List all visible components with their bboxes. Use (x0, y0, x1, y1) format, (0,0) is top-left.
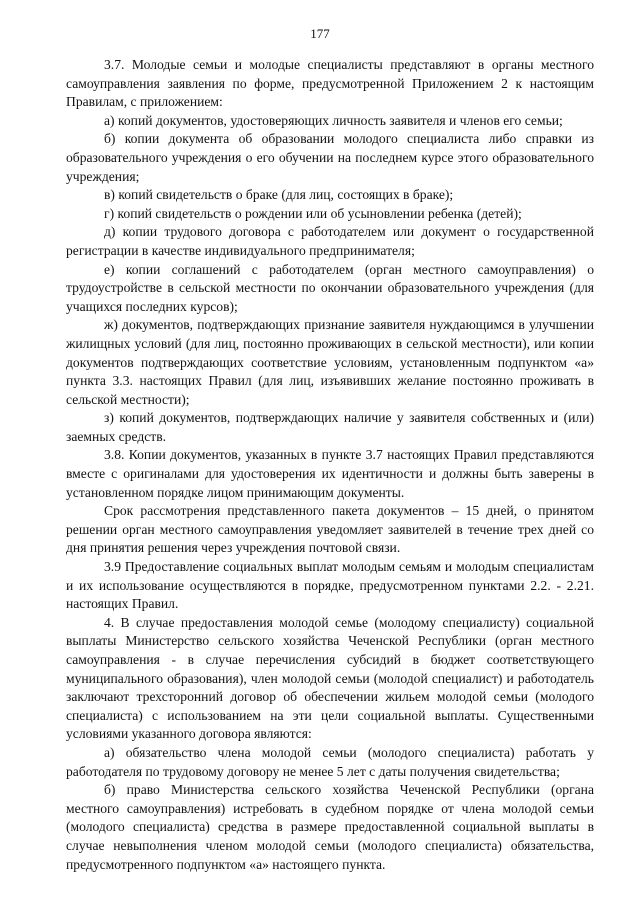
paragraph-3-7-e: е) копии соглашений с работодателем (орган местного самоуправления) о трудоустройстве в сельской местности по окончании образовательного учреждения (для учащихся последних курсов); (66, 261, 594, 314)
paragraph-3-7-b: б) копии документа об образовании молодого специалиста либо справки из образовательного учреждения о его обучении на последнем курсе этого образовательного учреждения; (66, 131, 594, 184)
paragraph-3-7-v: в) копий свидетельств о браке (для лиц, состоящих в браке); (104, 187, 454, 203)
page-number: 177 (310, 26, 330, 41)
paragraph-3-7-zh: ж) документов, подтверждающих признание заявителя нуждающимся в улучшении жилищных условий (для лиц, постоянно проживающих в сельской местности), или копии документов подтверждающих соответствие условиям, установленным подпунктом «а» пункта 3.3. настоящих Правил (для лиц, изъявивших желание постоянно проживать в сельской местности); (66, 317, 594, 407)
paragraph-3-7-z: з) копий документов, подтверждающих наличие у заявителя собственных и (или) заемных средств. (66, 410, 594, 444)
paragraph-3-7-a: а) копий документов, удостоверяющих личность заявителя и членов его семьи; (104, 112, 563, 128)
paragraph-3-9: 3.9 Предоставление социальных выплат молодым семьям и молодым специалистам и их использование осуществляются в порядке, предусмотренном пунктами 2.2. - 2.21. настоящих Правил. (66, 559, 594, 612)
paragraph-review-term: Срок рассмотрения представленного пакета документов – 15 дней, о принятом решении орган местного самоуправления уведомляет заявителей в течение трех дней со дня принятия решения через учреждения почтовой связи. (66, 503, 594, 556)
paragraph-4-b: б) право Министерства сельского хозяйства Чеченской Республики (органа местного самоуправления) истребовать в судебном порядке от члена молодой семьи (молодого специалиста) средства в размере предоставленной социальной выплаты в случае невыполнения членом молодой семьи (молодого специалиста) обязательства, предусмотренного подпунктом «а» настоящего пункта. (66, 782, 594, 872)
paragraph-4: 4. В случае предоставления молодой семье (молодому специалисту) социальной выплаты Министерство сельского хозяйства Чеченской Республики (орган местного самоуправления - в случае перечисления субсидий в бюджет соответствующего муниципального образования), член молодой семьи (молодой специалист) и работодатель заключают трехсторонний договор об обеспечении жильем молодой семьи (молодого специалиста) с использованием на эти цели социальной выплаты. Существенными условиями указанного договора являются: (66, 614, 594, 742)
document-body (66, 56, 594, 874)
paragraph-3-7: 3.7. Молодые семьи и молодые специалисты представляют в органы местного самоуправления заявления по форме, предусмотренной Приложением 2 к настоящим Правилам, с приложением: (66, 57, 594, 110)
paragraph-3-7-g: г) копий свидетельств о рождении или об усыновлении ребенка (детей); (104, 205, 522, 221)
paragraph-3-8: 3.8. Копии документов, указанных в пункте 3.7 настоящих Правил представляются вместе с оригиналами для удостоверения их идентичности и должны быть заверены в установленном порядке лицом принимающим документы. (66, 447, 594, 500)
paragraph-4-a: а) обязательство члена молодой семьи (молодого специалиста) работать у работодателя по трудовому договору не менее 5 лет с даты получения свидетельства; (66, 744, 594, 779)
paragraph-3-7-d: д) копии трудового договора с работодателем или документ о государственной регистрации в качестве индивидуального предпринимателя; (66, 224, 594, 258)
